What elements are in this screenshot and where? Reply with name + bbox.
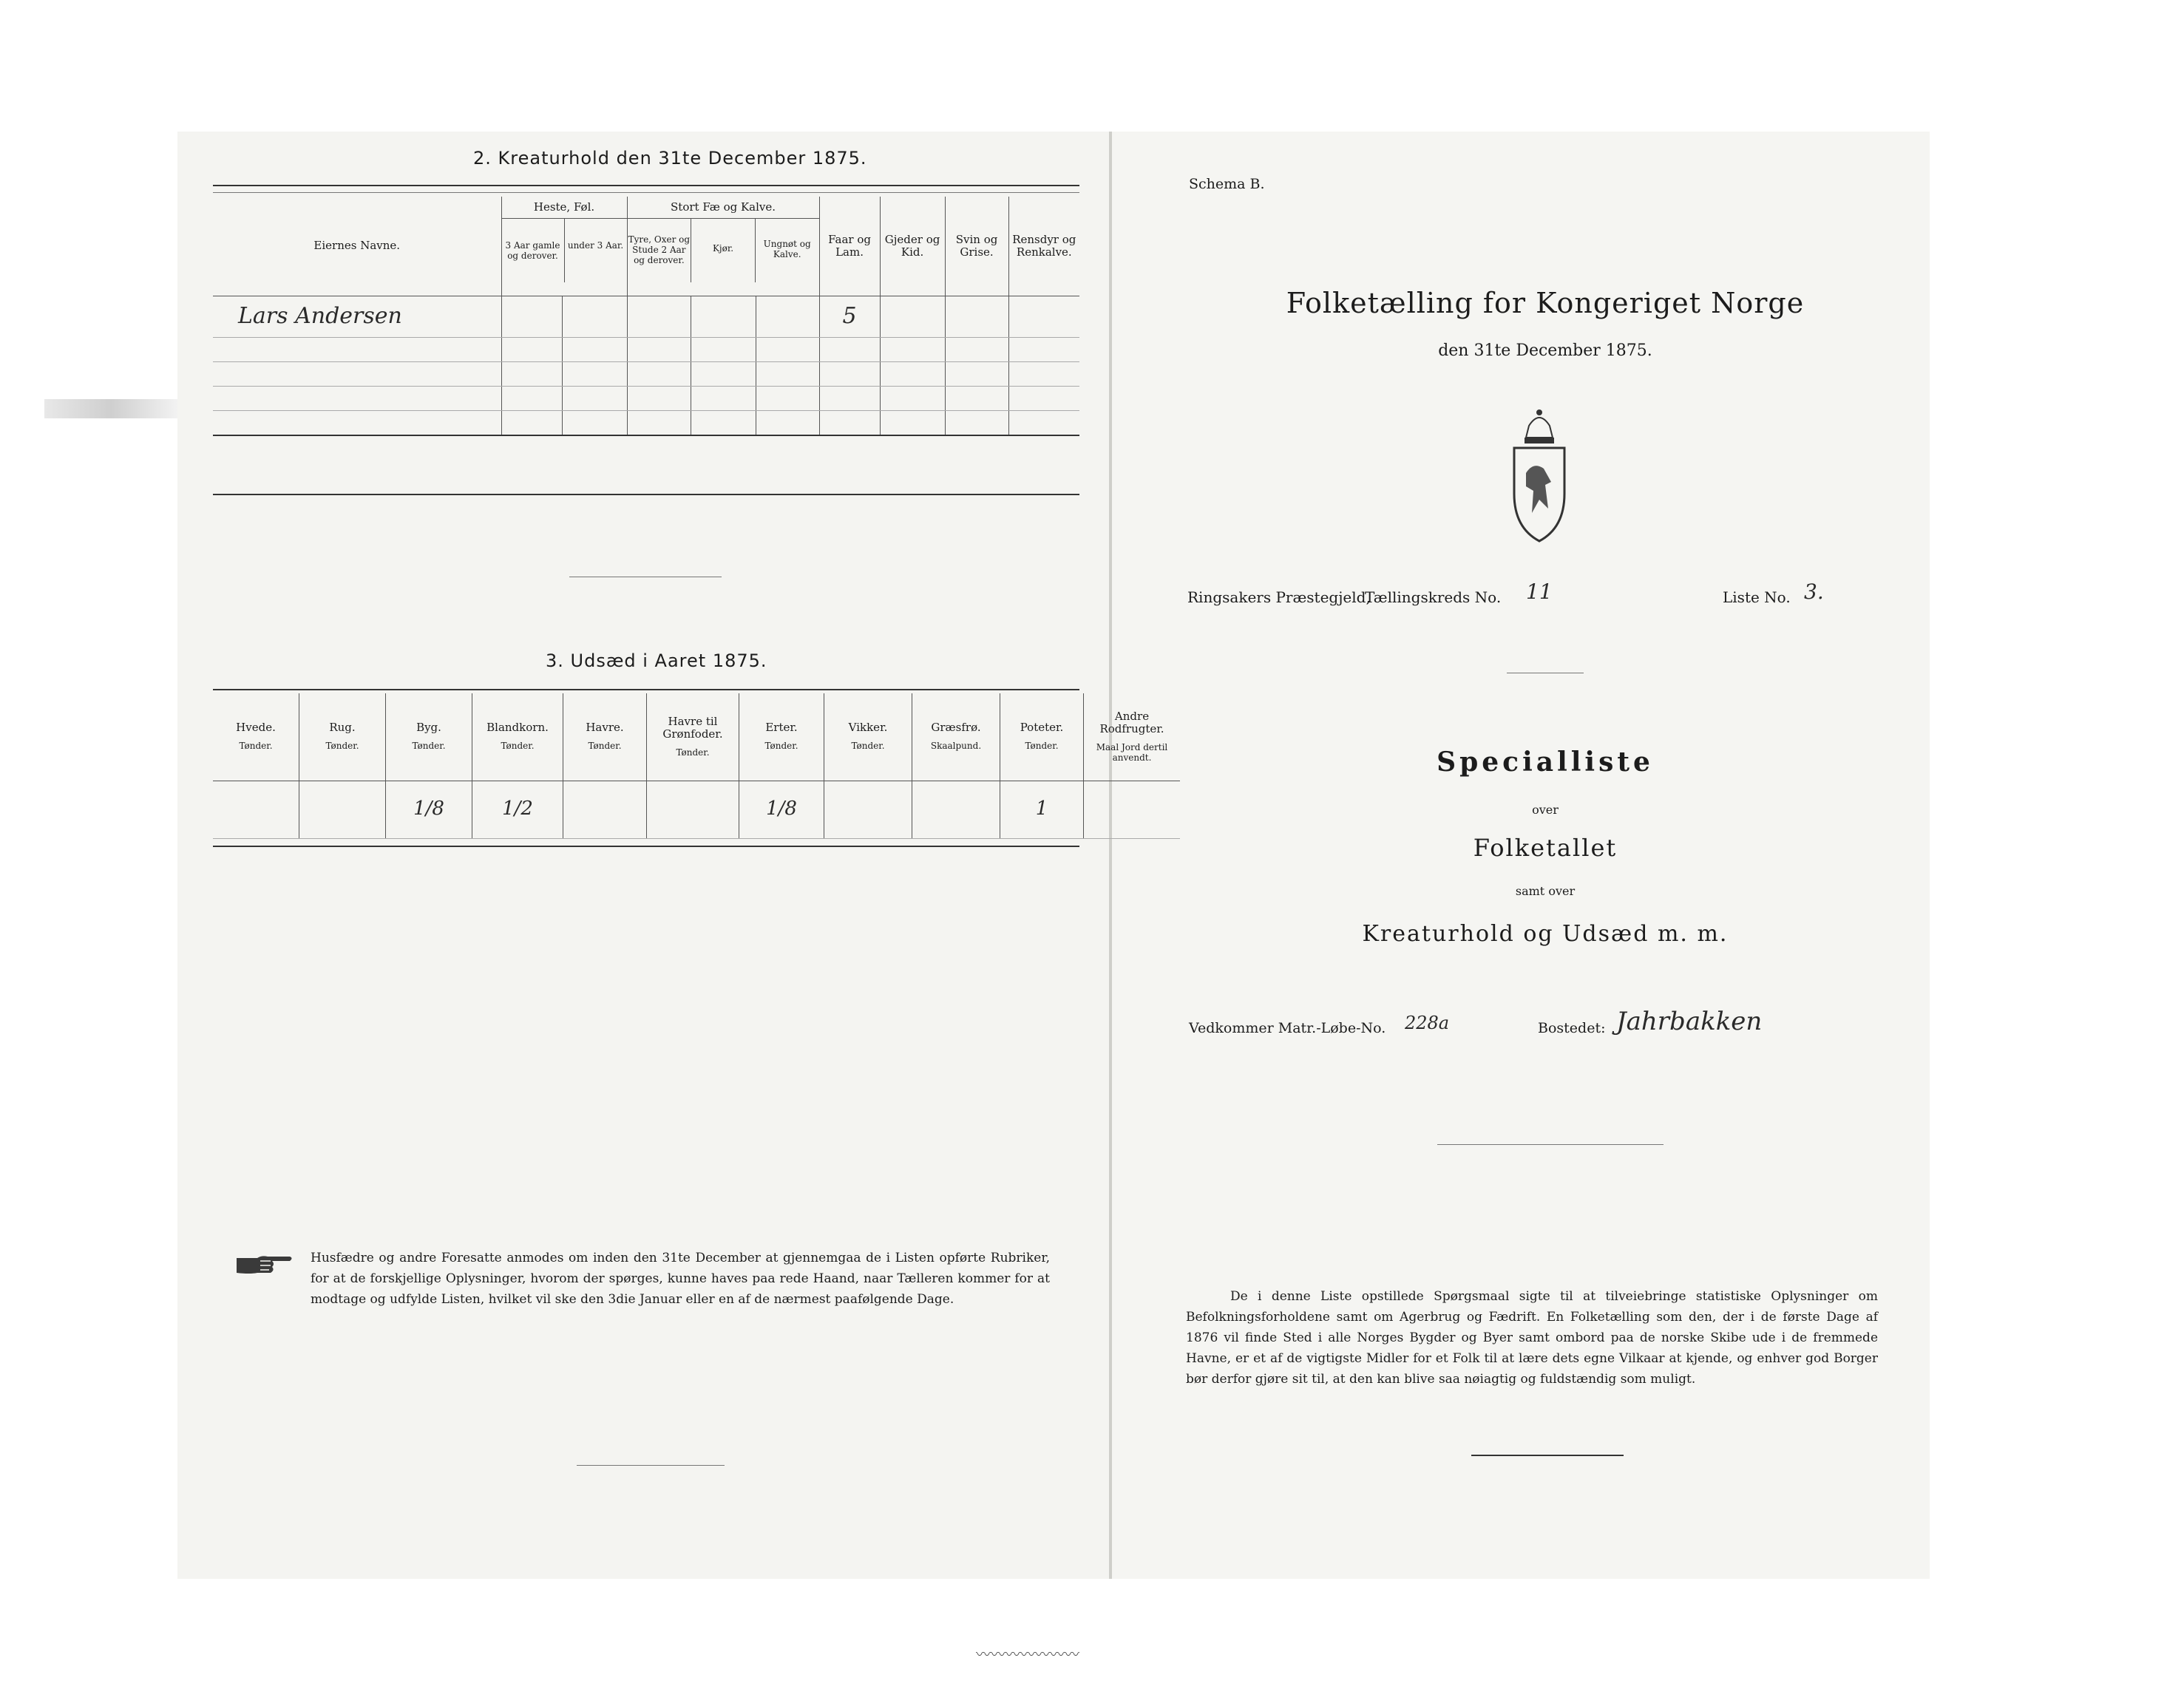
seed-value: 1 — [1000, 781, 1084, 838]
district-label: Tællingskreds No. — [1365, 588, 1502, 606]
specialliste-heading: Specialliste — [1437, 747, 1654, 778]
seeds-table — [213, 693, 1180, 839]
seed-name: Erter. — [765, 721, 798, 735]
cattle-sub-bulls: Tyre, Oxer og Stude 2 Aar og derover. — [628, 219, 692, 282]
seed-unit: Maal Jord dertil anvendt. — [1096, 742, 1168, 763]
seeds-bottom-rule — [213, 846, 1079, 847]
seed-name: Græsfrø. — [931, 721, 981, 735]
seed-value — [824, 781, 912, 838]
seed-unit: Tønder. — [764, 741, 798, 752]
cell — [945, 296, 1008, 337]
livestock-row — [213, 386, 1079, 410]
seed-name: Vikker. — [848, 721, 888, 735]
livestock-top-rule-thin — [213, 192, 1079, 193]
census-title: Folketælling for Kongeriget Norge — [1286, 287, 1805, 319]
seed-unit: Tønder. — [851, 741, 885, 752]
horses-sub-old: 3 Aar gamle og derover. — [502, 219, 565, 282]
cell — [756, 296, 819, 337]
seed-name: Rug. — [329, 721, 356, 735]
livestock-table — [213, 197, 1079, 436]
seed-name: Havre til Grønfoder. — [662, 714, 723, 741]
sheep-value: 5 — [819, 296, 880, 337]
livestock-row — [213, 361, 1079, 386]
seed-column-header — [824, 693, 912, 781]
pointing-hand-icon — [235, 1251, 294, 1277]
cell — [627, 296, 691, 337]
seed-column-header — [1000, 693, 1084, 781]
seed-column-header — [299, 693, 386, 781]
kreaturhold-heading: Kreaturhold og Udsæd m. m. — [1362, 921, 1729, 947]
sheep-header: Faar og Lam. — [819, 197, 880, 296]
seed-unit: Tønder. — [1025, 741, 1059, 752]
horses-sub-young: under 3 Aar. — [567, 240, 624, 251]
household-notice: Husfædre og andre Foresatte anmodes om inden den 31te December at gjennemgaa de i Listen opførte Rubriker, for at de forskjellige Oplysninger, hvorom der spørges, kunne haves paa rede Haand, naar Tælleren kommer for at modtage og udfylde Listen, hvilket vil ske den 3die Januar eller en af de nærmest paafølgende Dage. — [311, 1251, 1050, 1307]
census-footnote: De i denne Liste opstillede Spørgsmaal sigte til at tilveiebringe statistiske Oplysninger om Befolkningsforholdene samt om Agerbrug og Fædrift. En Folketælling som den, der i de første Dage af 1876 vil finde Sted i alle Norges Bygder og Byer samt ombord paa de norske Skibe ude i de fremmede Havne, er et af de vigtigste Midler for et Folk til at lære dets egne Vilkaar at kjende, og enhver god Borger bør derfor gjøre sit til, at den kan blive saa nøiagtig og fuldstændig som muligt. — [1186, 1289, 1878, 1387]
left-bottom-rule — [577, 1465, 725, 1466]
seed-column-header — [213, 693, 299, 781]
seed-name: Andre Rodfrugter. — [1099, 709, 1164, 735]
owner-name: Lars Andersen — [213, 296, 501, 337]
census-date: den 31te December 1875. — [1438, 341, 1652, 360]
seed-value — [299, 781, 386, 838]
livestock-top-rule — [213, 185, 1079, 186]
livestock-bottom-rule — [213, 494, 1079, 495]
list-value: 3. — [1804, 579, 1824, 604]
cell — [880, 296, 945, 337]
owner-header: Eiernes Navne. — [213, 197, 501, 296]
seed-name: Poteter. — [1020, 721, 1064, 735]
seeds-title: 3. Udsæd i Aaret 1875. — [546, 650, 767, 671]
seed-value: 1/2 — [472, 781, 563, 838]
scan-edge-mark — [44, 399, 177, 418]
livestock-row — [213, 410, 1079, 435]
seed-value: 1/8 — [739, 781, 824, 838]
cattle-sub-cows: Kjør. — [691, 219, 756, 282]
district-value: 11 — [1526, 579, 1553, 604]
seeds-top-rule — [213, 689, 1079, 690]
seed-unit: Tønder. — [412, 741, 446, 752]
seed-unit: Tønder. — [325, 741, 359, 752]
matr-value: 228a — [1405, 1013, 1450, 1033]
seed-unit: Tønder. — [501, 741, 535, 752]
scan-bottom-squiggle: 〰〰〰〰〰〰〰 — [976, 1645, 1079, 1663]
over-text: over — [1532, 803, 1559, 817]
reindeer-header: Rensdyr og Renkalve. — [1008, 197, 1079, 296]
matr-label: Vedkommer Matr.-Løbe-No. — [1189, 1020, 1386, 1036]
seed-value — [563, 781, 647, 838]
cell — [1008, 296, 1079, 337]
cell — [501, 296, 562, 337]
samt-over-text: samt over — [1515, 884, 1576, 898]
seed-unit: Skaalpund. — [930, 741, 982, 752]
seed-name: Blandkorn. — [486, 721, 549, 735]
bosted-value: Jahrbakken — [1616, 1007, 1763, 1036]
seed-value — [647, 781, 739, 838]
schema-label: Schema B. — [1189, 176, 1265, 192]
cattle-group — [627, 197, 819, 296]
horses-group — [501, 197, 627, 296]
seed-unit: Tønder. — [588, 741, 622, 752]
cattle-sub-young: Ungnøt og Kalve. — [763, 239, 811, 260]
seed-unit: Tønder. — [239, 741, 273, 752]
seed-column-header — [386, 693, 472, 781]
cattle-header: Stort Fæ og Kalve. — [628, 197, 819, 219]
seed-column-header — [472, 693, 563, 781]
seed-name: Byg. — [416, 721, 441, 735]
seed-unit: Tønder. — [676, 747, 710, 758]
livestock-title: 2. Kreaturhold den 31te December 1875. — [473, 148, 867, 169]
cell — [691, 296, 756, 337]
seed-value — [912, 781, 1000, 838]
seed-column-header — [647, 693, 739, 781]
livestock-row — [213, 296, 1079, 337]
seed-column-header — [912, 693, 1000, 781]
list-label: Liste No. — [1723, 588, 1791, 606]
livestock-row — [213, 337, 1079, 361]
seed-value: 1/8 — [386, 781, 472, 838]
seed-column-header — [563, 693, 647, 781]
horses-header: Heste, Føl. — [502, 197, 627, 219]
page-fold — [1109, 132, 1112, 1579]
seed-value — [213, 781, 299, 838]
right-mid-rule — [1437, 1144, 1664, 1145]
norwegian-coat-of-arms-icon — [1507, 405, 1572, 545]
folketallet-heading: Folketallet — [1473, 834, 1618, 862]
right-bottom-rule — [1471, 1455, 1624, 1456]
seed-column-header — [1084, 693, 1181, 781]
parish-label: Ringsakers Præstegjeld, — [1187, 588, 1371, 606]
seed-value — [1084, 781, 1181, 838]
goats-header: Gjeder og Kid. — [880, 197, 945, 296]
seed-name: Havre. — [586, 721, 624, 735]
cell — [562, 296, 627, 337]
seed-name: Hvede. — [236, 721, 276, 735]
bosted-label: Bostedet: — [1538, 1020, 1606, 1036]
pigs-header: Svin og Grise. — [945, 197, 1008, 296]
seed-column-header — [739, 693, 824, 781]
